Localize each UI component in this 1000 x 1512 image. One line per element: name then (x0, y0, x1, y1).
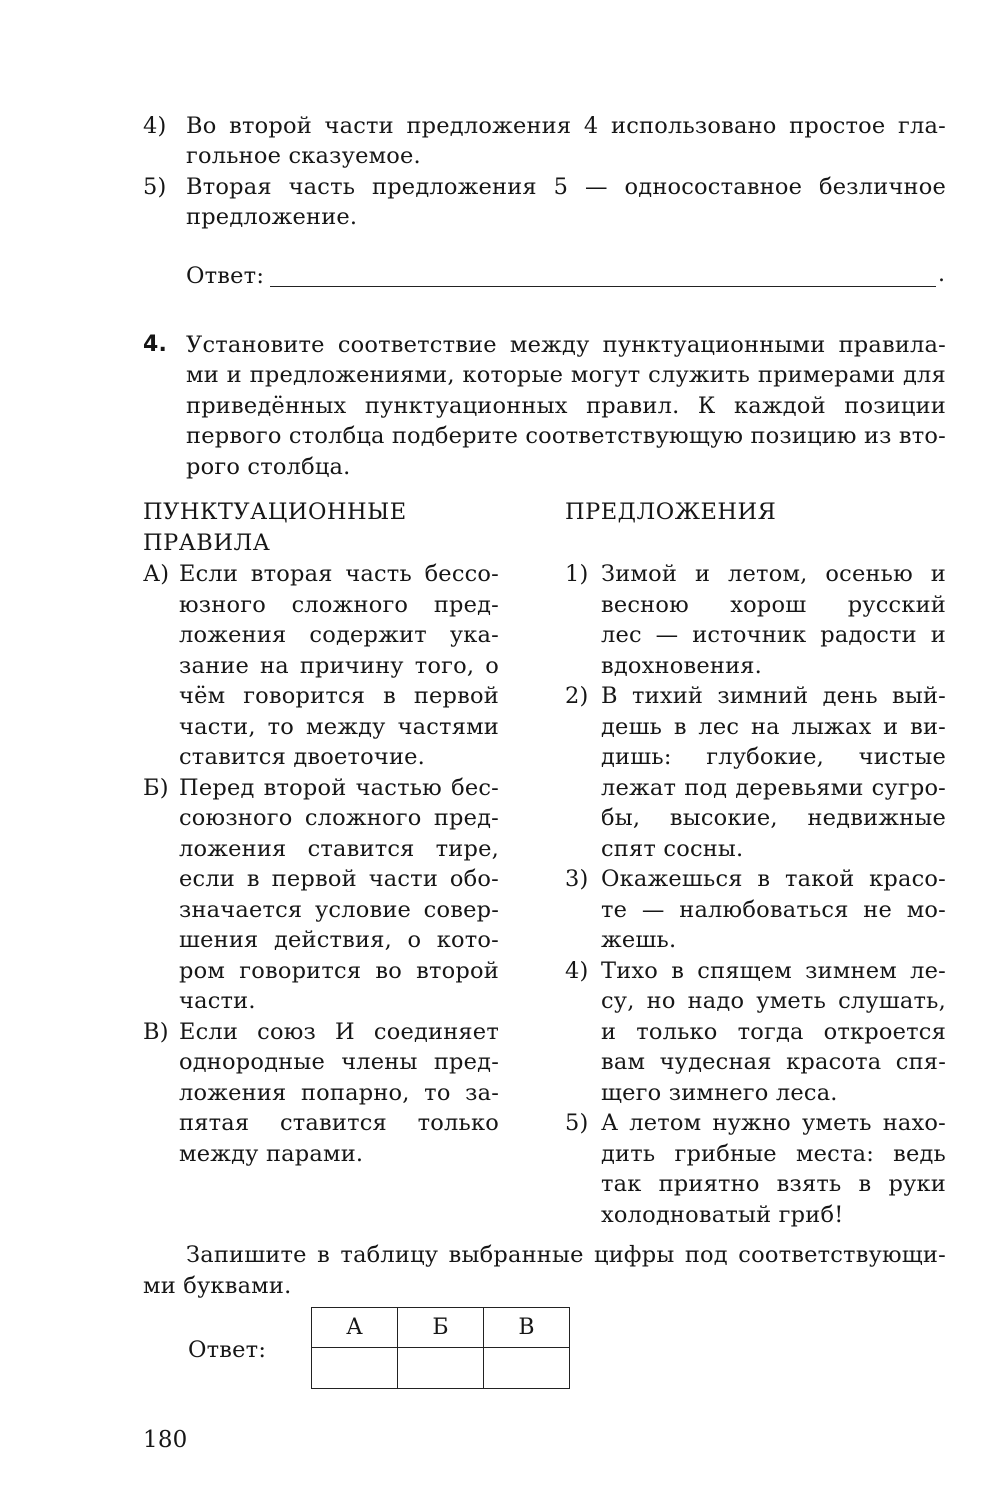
sentence-line: А летом нужно уметь нахо- (601, 1110, 946, 1136)
answer-table-header-b: Б (398, 1308, 484, 1348)
rule-line: зание на причину того, о (179, 652, 499, 679)
rule-line: Перед второй частью бес- (179, 774, 499, 801)
task-line-5: рого столбца. (186, 454, 351, 480)
instruction-line-1: Запишите в таблицу выбранные цифры под соответствующи- (186, 1242, 946, 1268)
instruction-line-2: ми буквами. (143, 1273, 292, 1299)
sentence-line: Тихо в спящем зимнем ле- (601, 957, 946, 984)
answer-end: . (938, 262, 945, 287)
rule-line: между парами. (179, 1140, 364, 1167)
sentence-line: так приятно взять в руки (601, 1171, 946, 1197)
sentence-line: холодноватый гриб! (601, 1201, 844, 1228)
rule-line: чём говорится в первой (179, 683, 499, 709)
rule-line: ложения попарно, то за- (179, 1079, 499, 1106)
rule-line: ставится двоеточие. (179, 744, 426, 770)
answer-input-line[interactable] (270, 286, 936, 287)
sentence-label: 2) (565, 683, 589, 709)
sentence-line: дешь в лес на лыжах и ви- (601, 713, 946, 740)
sentence-label: 3) (565, 866, 589, 892)
sentence-line: Окажешься в такой красо- (601, 866, 946, 892)
task-line-3: приведённых пунктуационных правил. К каждой позиции (186, 393, 946, 419)
prev-item-4-line-2: гольное сказуемое. (186, 143, 421, 169)
rule-line: если в первой части обо- (179, 866, 499, 892)
sentence-label: 1) (565, 561, 589, 587)
sentence-line: лес — источник радости и (601, 622, 946, 648)
sentence-label: 4) (565, 957, 589, 984)
sentence-line: те — налюбоваться не мо- (601, 896, 946, 923)
task-line-1: Установите соответствие между пунктуационными правила- (186, 332, 946, 358)
rule-line: Если вторая часть бессо- (179, 561, 499, 587)
answer-table-header-v: В (484, 1308, 570, 1348)
rule-line: значается условие совер- (179, 896, 499, 923)
table-answer-label: Ответ: (188, 1337, 267, 1363)
sentence-line: вам чудесная красота спя- (601, 1049, 946, 1075)
rule-line: части. (179, 988, 256, 1014)
rule-label: В) (143, 1018, 169, 1045)
answer-table-input-row (312, 1348, 570, 1389)
answer-table-header-row (312, 1308, 570, 1348)
rule-line: ложения содержит ука- (179, 622, 499, 648)
answer-table-header-a: А (312, 1308, 398, 1348)
sentence-line: дишь: глубокие, чистые (601, 744, 946, 770)
sentence-line: бы, высокие, недвижные (601, 805, 946, 831)
rule-line: ром говорится во второй (179, 957, 499, 984)
rule-label: Б) (143, 774, 169, 801)
prev-item-5-line-2: предложение. (186, 204, 358, 230)
right-header: ПРЕДЛОЖЕНИЯ (565, 499, 777, 525)
sentence-line: и только тогда откроется (601, 1018, 946, 1045)
rule-label: А) (143, 561, 170, 587)
rule-line: ложения ставится тире, (179, 835, 499, 862)
left-header-line-1: ПУНКТУАЦИОННЫЕ (143, 499, 407, 525)
answer-cell-b[interactable] (398, 1348, 484, 1389)
sentence-line: лежат под деревьями сугро- (601, 774, 946, 801)
rule-line: Если союз И соединяет (179, 1018, 499, 1045)
prev-item-4-line-1: Во второй части предложения 4 использовано простое гла- (186, 113, 946, 139)
rule-line: пятая ставится только (179, 1110, 499, 1136)
rule-line: однородные члены пред- (179, 1049, 499, 1075)
task-number: 4. (143, 332, 168, 357)
prev-item-5-number: 5) (143, 174, 167, 200)
prev-item-5-line-1: Вторая часть предложения 5 — односоставное безличное (186, 174, 946, 200)
rule-line: юзного сложного пред- (179, 591, 499, 618)
task-line-4: первого столбца подберите соответствующую позицию из вто- (186, 423, 946, 449)
answer-cell-v[interactable] (484, 1348, 570, 1389)
sentence-line: Зимой и летом, осенью и (601, 561, 946, 587)
answer-table (311, 1307, 570, 1389)
left-header-line-2: ПРАВИЛА (143, 530, 271, 556)
sentence-line: су, но надо уметь слушать, (601, 988, 946, 1014)
sentence-line: вдохновения. (601, 652, 763, 679)
prev-item-4-number: 4) (143, 113, 167, 139)
task-line-2: ми и предложениями, которые могут служить примерами для (186, 362, 946, 388)
sentence-line: спят сосны. (601, 835, 744, 862)
sentence-line: щего зимнего леса. (601, 1079, 838, 1106)
sentence-line: весною хорош русский (601, 591, 946, 618)
page-number: 180 (143, 1427, 188, 1453)
sentence-line: жешь. (601, 927, 677, 953)
rule-line: союзного сложного пред- (179, 805, 499, 831)
answer-cell-a[interactable] (312, 1348, 398, 1389)
answer-label: Ответ: (186, 263, 265, 289)
sentence-line: дить грибные места: ведь (601, 1140, 946, 1167)
rule-line: части, то между частями (179, 713, 499, 740)
sentence-line: В тихий зимний день вый- (601, 683, 946, 709)
rule-line: шения действия, о кото- (179, 927, 499, 953)
sentence-label: 5) (565, 1110, 589, 1136)
